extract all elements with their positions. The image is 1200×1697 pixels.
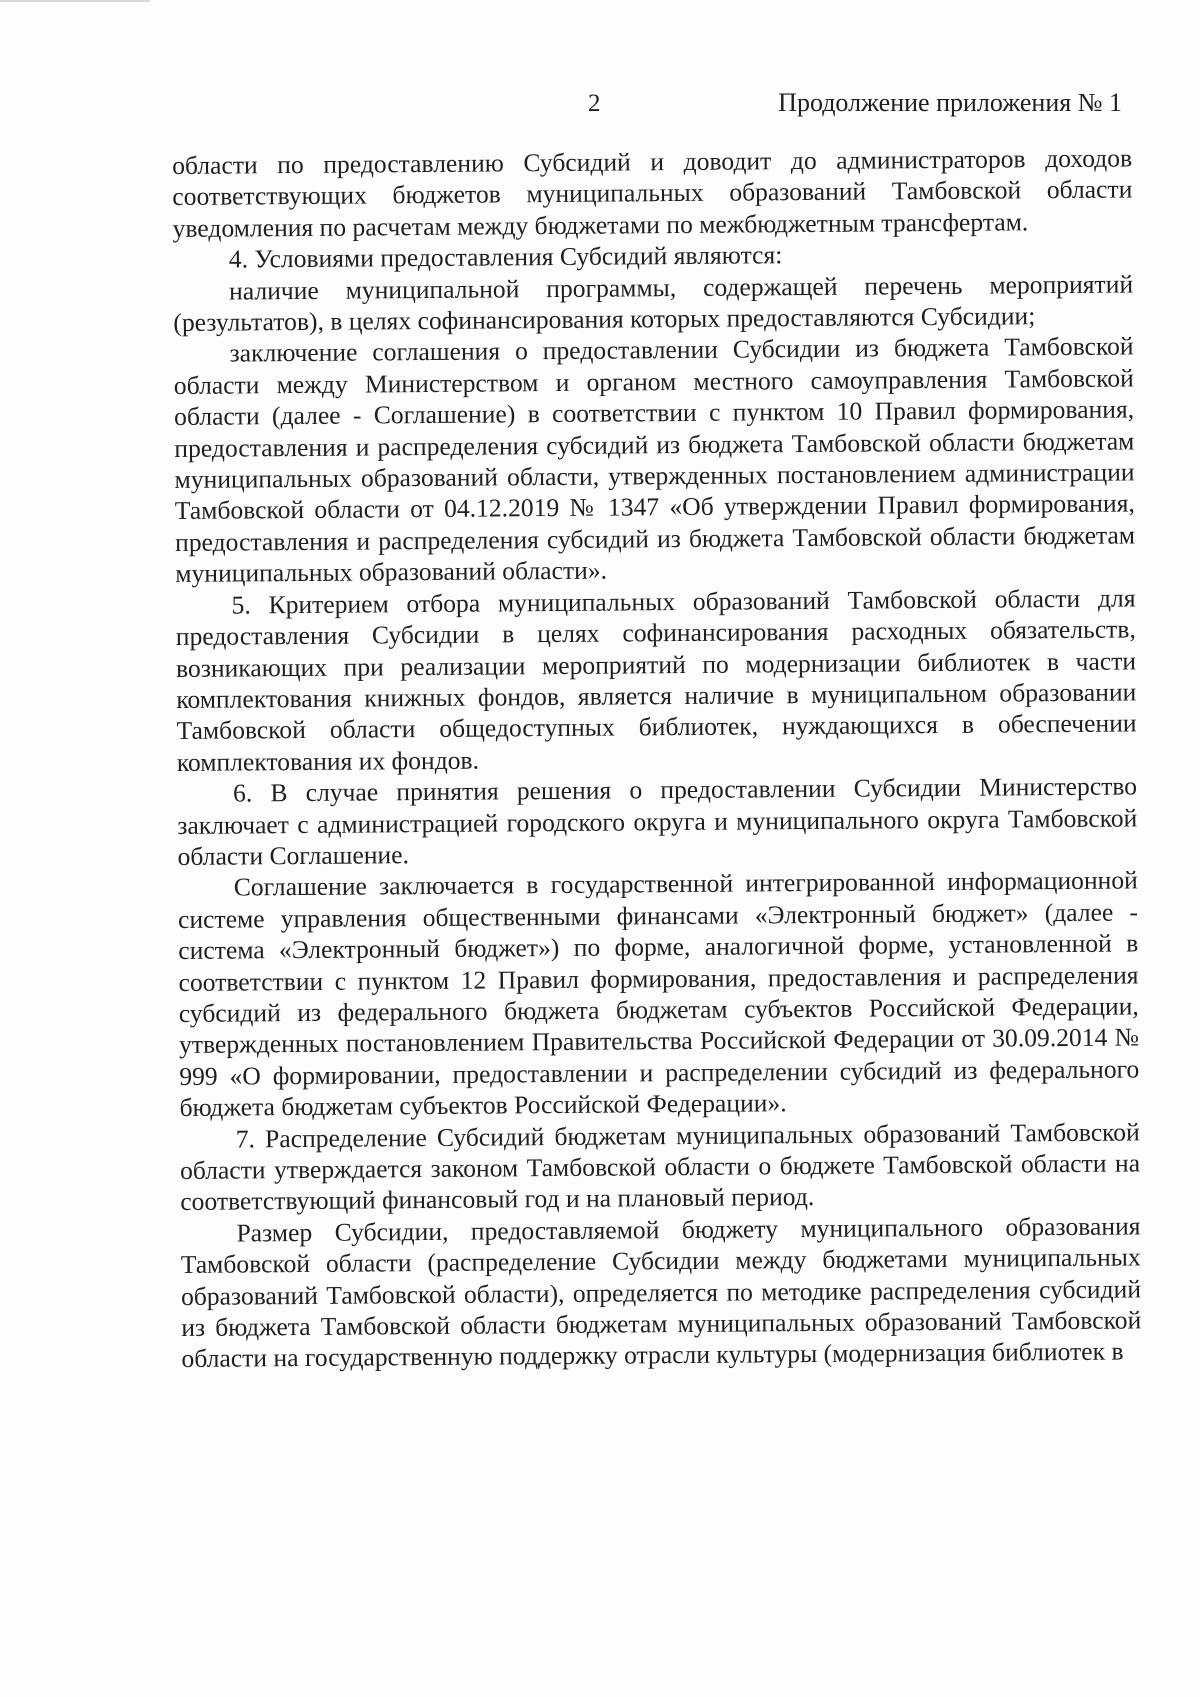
page-number: 2 xyxy=(588,90,601,117)
paragraph-continuation: области по предоставлению Субсидий и доводит до администраторов доходов соответствующих бюджетов муниципальных образований Тамбовской области уведомления по расчетам между бюджетами по межбюджетным трансфертам. xyxy=(172,143,1133,243)
paragraph-condition-program: наличие муниципальной программы, содержащей перечень мероприятий (результатов), в целях софинансирования которых предоставляются Субсидии; xyxy=(173,269,1134,338)
paragraph-agreement-system: Соглашение заключается в государственной интегрированной информационной системе управления общественными финансами «Электронный бюджет» (далее - система «Электронный бюджет») по форме, аналогичной форме, установленной в соответствии с пунктом 12 Правил формирования, предоставления и распределения субсидий из федерального бюджета бюджетам субъектов Российской Федерации, утвержденных постановлением Правительства Российской Федерации от 30.09.2014 № 999 «О формировании, предоставлении и распределении субсидий из федерального бюджета бюджетам субъектов Российской Федерации». xyxy=(177,865,1140,1123)
paragraph-subsidy-size: Размер Субсидии, предоставляемой бюджету муниципального образования Тамбовской области (распределение Субсидии между бюджетами муниципальных образований Тамбовской области), определяется по методике распределения субсидий из бюджета Тамбовской области бюджетам муниципальных образований Тамбовской области на государственную поддержку отрасли культуры (модернизация библиотек в xyxy=(180,1211,1142,1374)
scan-edge-mark xyxy=(0,0,150,2)
paragraph-item-6: 6. В случае принятия решения о предоставлении Субсидии Министерство заключает с администрацией городского округа и муниципального округа Тамбовской области Соглашение. xyxy=(177,771,1138,871)
paragraph-item-7: 7. Распределение Субсидий бюджетам муниципальных образований Тамбовской области утверждается законом Тамбовской области о бюджете Тамбовской области на соответствующий финансовый год и на плановый период. xyxy=(179,1117,1141,1217)
paragraph-condition-agreement: заключение соглашения о предоставлении Субсидии из бюджета Тамбовской области между Министерством и органом местного самоуправления Тамбовской области (далее - Соглашение) в соответствии с пунктом 10 Правил формирования, предоставления и распределения субсидий из бюджета Тамбовской области бюджетам муниципальных образований области, утвержденных постановлением администрации Тамбовской области от 04.12.2019 № 1347 «Об утверждении Правил формирования, предоставления и распределения субсидий из бюджета Тамбовской области бюджетам муниципальных образований области». xyxy=(173,331,1136,589)
paragraph-item-4: 4. Условиями предоставления Субсидий являются: xyxy=(228,240,783,274)
appendix-continuation-header: Продолжение приложения № 1 xyxy=(778,88,1122,117)
document-body xyxy=(172,142,1142,1374)
paragraph-item-5: 5. Критерием отбора муниципальных образований Тамбовской области для предоставления Субсидии в целях софинансирования расходных обязательств, возникающих при реализации мероприятий по модернизации библиотек в части комплектования книжных фондов, является наличие в муниципальном образовании Тамбовской области общедоступных библиотек, нуждающихся в обеспечении комплектования их фондов. xyxy=(175,583,1137,777)
